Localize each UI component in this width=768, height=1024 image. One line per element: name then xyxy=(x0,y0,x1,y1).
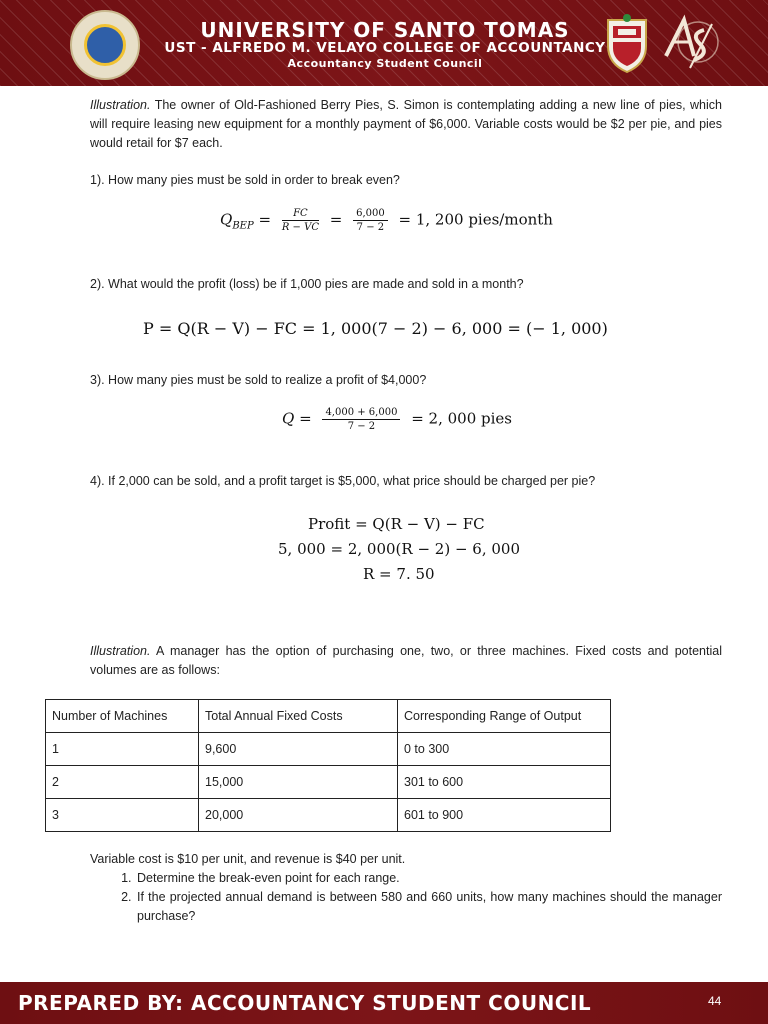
table-cell: 9,600 xyxy=(199,733,398,766)
illustration-label: Illustration. xyxy=(90,98,151,112)
table-header-cell: Corresponding Range of Output xyxy=(398,700,611,733)
table-cell: 3 xyxy=(46,799,199,832)
illustration-label-2: Illustration. xyxy=(90,644,151,658)
college-crest-logo xyxy=(604,12,650,74)
eq4-line-2: 5, 000 = 2, 000(R − 2) − 6, 000 xyxy=(278,540,520,558)
asc-emblem-logo xyxy=(660,12,720,74)
eq3-den: 7 − 2 xyxy=(347,421,376,432)
eq3-fraction xyxy=(322,407,400,432)
section2-intro xyxy=(90,642,722,680)
page-number: 44 xyxy=(708,994,722,1008)
eq1-f1-num: FC xyxy=(282,208,319,221)
section2-text: A manager has the option of purchasing one, two, or three machines. Fixed costs and potential volumes are as follows: xyxy=(90,644,722,677)
university-seal-logo xyxy=(70,10,140,80)
intro-paragraph xyxy=(90,96,722,153)
section2-paragraph xyxy=(90,642,722,680)
page-header xyxy=(0,0,768,86)
intro-text: The owner of Old-Fashioned Berry Pies, S. Simon is contemplating adding a new line of pies, which will require leasing new equipment for a monthly payment of $6,000. Variable costs would be $2 per pie, and pies would retail for $7 each. xyxy=(90,98,722,150)
seal-shield-icon xyxy=(84,24,126,66)
table-cell: 15,000 xyxy=(199,766,398,799)
question-4: 4). If 2,000 can be sold, and a profit target is $5,000, what price should be charged per pie? xyxy=(90,474,596,488)
equation-3: Q = $\frac{4,000 + 6,000}{7 - 2}$ = 2, 000 pies xyxy=(282,407,513,432)
table-header-row xyxy=(46,700,611,733)
eq1-result: = 1, 200 pies/month xyxy=(398,210,553,229)
variable-cost-note: Variable cost is $10 per unit, and revenue is $40 per unit. xyxy=(90,852,406,866)
eq1-f2-den: 7 − 2 xyxy=(356,222,385,233)
eq4-line-1: Profit = Q(R − V) − FC xyxy=(308,515,485,533)
equation-2: P = Q(R − V) − FC = 1, 000(7 − 2) − 6, 000 = (− 1, 000) xyxy=(143,319,608,338)
council-name: Accountancy Student Council xyxy=(287,57,483,70)
eq3-num: 4,000 + 6,000 xyxy=(322,407,400,420)
table-cell: 20,000 xyxy=(199,799,398,832)
table-cell: 2 xyxy=(46,766,199,799)
section2-tasks-block xyxy=(90,850,722,926)
table-cell: 301 to 600 xyxy=(398,766,611,799)
college-name: UST - ALFREDO M. VELAYO COLLEGE OF ACCOUNTANCY xyxy=(164,40,606,56)
table-row xyxy=(46,766,611,799)
table-cell: 0 to 300 xyxy=(398,733,611,766)
question-1: 1). How many pies must be sold in order to break even? xyxy=(90,173,400,187)
page-footer xyxy=(0,982,768,1024)
question-3: 3). How many pies must be sold to realize a profit of $4,000? xyxy=(90,373,427,387)
table-header-cell: Number of Machines xyxy=(46,700,199,733)
equation-1: $Q_{BEP}$ = $\frac{FC}{R - VC}$ = $\frac{6,000}{7 - 2}$ = 1, 200 pies/month xyxy=(220,208,553,233)
table-row xyxy=(46,733,611,766)
eq1-f2-num: 6,000 xyxy=(353,208,388,221)
prepared-by-label: PREPARED BY: ACCOUNTANCY STUDENT COUNCIL xyxy=(18,991,592,1015)
eq3-result: = 2, 000 pies xyxy=(411,409,513,428)
eq1-lhs: Q xyxy=(220,210,233,229)
question-2: 2). What would the profit (loss) be if 1,000 pies are made and sold in a month? xyxy=(90,277,524,291)
eq1-fraction-1 xyxy=(282,208,319,233)
table-cell: 1 xyxy=(46,733,199,766)
section1-intro xyxy=(90,96,722,153)
eq3-lhs: Q xyxy=(282,409,295,428)
task-item: 1. Determine the break-even point for each range. xyxy=(135,869,722,888)
table-header-cell: Total Annual Fixed Costs xyxy=(199,700,398,733)
table-row xyxy=(46,799,611,832)
equation-4 xyxy=(278,512,534,587)
table-cell: 601 to 900 xyxy=(398,799,611,832)
task-list xyxy=(90,869,722,926)
machines-table xyxy=(45,699,611,832)
task-item: 2. If the projected annual demand is between 580 and 660 units, how many machines should the manager purchase? xyxy=(135,888,722,926)
eq1-f1-den: R − VC xyxy=(281,222,319,233)
eq1-fraction-2 xyxy=(353,208,388,233)
eq1-sub: BEP xyxy=(232,220,254,232)
eq4-line-3: R = 7. 50 xyxy=(363,565,435,583)
university-name: UNIVERSITY OF SANTO TOMAS xyxy=(200,18,570,42)
